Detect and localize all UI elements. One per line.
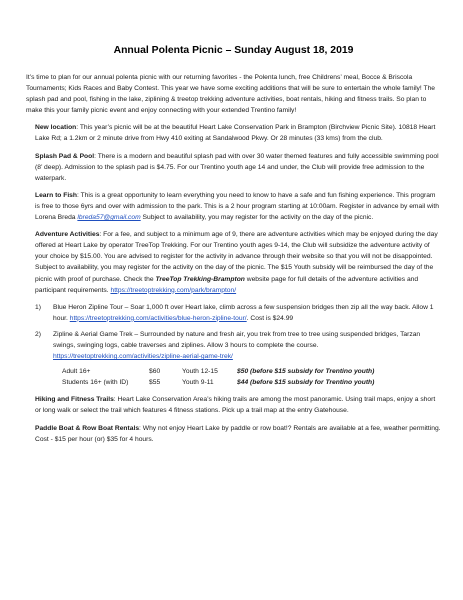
- treetop-park-link[interactable]: https://treetoptrekking.com/park/brampton/: [110, 286, 237, 294]
- intro-paragraph: It’s time to plan for our annual polenta picnic with our returning favorites - the Polenta lunch, free Childrens’ meal, Bocce & Briscola Tournaments; Kids Races and Baby Contest. This year we have some exciting additions that will be sure to entertain the whole family! The splash pad and pool, fishing in the lake, ziplining & treetop trekking adventure activities, boat rentals, hiking and fitness trails. So plan to make this your family picnic event and enjoy connecting with your extended Trentino family!: [26, 74, 436, 115]
- location-heading: New location: [35, 124, 77, 132]
- item-number: 2): [35, 330, 41, 338]
- youth-label: Youth 12-15: [182, 368, 218, 376]
- item-text: Blue Heron Zipline Tour – Soar 1,000 ft over Heart lake, climb across a few suspension bridges then zip all the way back. Allow 1 hour.: [53, 303, 434, 322]
- fishing-heading: Learn to Fish: [35, 191, 77, 199]
- price-label: Students 16+ (with ID): [62, 378, 129, 386]
- price-table: [62, 367, 374, 388]
- hiking-text: : Heart Lake Conservation Area’s hiking trails are among the most panoramic. Using trail maps, enjoy a short or long walk or select the trail which features 4 fitness stations. Pick up a trail map at the entry Gatehouse.: [35, 396, 436, 415]
- splash-section: [35, 151, 441, 184]
- item-text: Zipline & Aerial Game Trek – Surrounded by nature and fresh air, you trek from tree to tree using suspended bridges, Tarzan swings, swinging logs, cable traverses and ziplines. Allow 3 hours to complete the course.: [53, 330, 421, 349]
- adventure-text-tail: website page for full details of the adventure activities and participant requirements.: [35, 275, 419, 294]
- price-value: $55: [149, 378, 161, 386]
- activity-list: [35, 302, 441, 362]
- boat-text: : Why not enjoy Heart Lake by paddle or row boat!? Rentals are available at a fee, weather permitting. Cost - $15 per hour (or) $35 for 4 hours.: [35, 424, 441, 443]
- youth-label: Youth 9-11: [182, 378, 214, 386]
- item-number: 1): [35, 303, 41, 311]
- fishing-section: [35, 190, 441, 223]
- email-link[interactable]: lbreda57@gmail.com: [77, 214, 141, 222]
- boat-section: [35, 423, 441, 445]
- table-row: [62, 378, 374, 389]
- fishing-text-tail: Subject to availability, you may register for the activity on the day of the picnic.: [140, 214, 374, 222]
- treetop-site-name: TreeTop Trekking-Brampton: [155, 275, 245, 283]
- list-item: [35, 329, 441, 362]
- item-tail: . Cost is $24.99: [246, 314, 294, 322]
- adventure-section: [35, 229, 441, 296]
- zipline-tour-link[interactable]: https://treetoptrekking.com/activities/blue-heron-zipline-tour/: [69, 314, 247, 322]
- price-label: Adult 16+: [62, 368, 91, 376]
- list-item: [35, 302, 441, 324]
- price-value: $60: [149, 368, 161, 376]
- adventure-heading: Adventure Activities: [35, 231, 100, 239]
- table-row: [62, 367, 374, 378]
- youth-price: $50 (before $15 subsidy for Trentino youth): [237, 368, 375, 376]
- adventure-text: : For a fee, and subject to a minimum age of 9, there are adventure activities which may be enjoyed during the day offered at Heart Lake by operator TreeTop Trekking. For our Trentino youth ages 9-14, the Club will subsidize the adventure activity of your choice by $15.00. You are advised to register for the activity in advance through their website so that you will not be disappointed. Subject to availability, you may register for the activity on the day of the picnic. The $15 Youth subsidy will be reimbursed the day of the picnic with proof of purchase. Check the: [35, 231, 438, 283]
- hiking-heading: Hiking and Fitness Trails: [35, 396, 114, 404]
- aerial-game-trek-link[interactable]: https://treetoptrekking.com/activities/zipline-aerial-game-trek/: [53, 353, 233, 361]
- fishing-text: : This is a great opportunity to learn everything you need to know to have a safe and fun fishing experience. This program is free to those 6yrs and over with admission to the park. This is a 2 hour program starting at 10:00am. Register in advance by email with Lorena Breda: [35, 191, 439, 222]
- splash-text: : There is a modern and beautiful splash pad with over 30 water themed features and fully accessible swimming pool (8’ deep). Admission to the splash pad is $4.75. For our Trentino youth age 14 and under, the Club will provide free admission to the waterpark.: [35, 152, 439, 182]
- splash-heading: Splash Pad & Pool: [35, 152, 95, 160]
- location-text: : This year’s picnic will be at the beautiful Heart Lake Conservation Park in Brampton (Birchview Picnic Site). 10818 Heart Lake Rd; a 1.2km or 2 minute drive from Hwy 410 exiting at Sandalwood Pkwy. Or 28 minutes (33 kms) from the club.: [35, 124, 436, 143]
- boat-heading: Paddle Boat & Row Boat Rentals: [35, 424, 140, 432]
- page-title: Annual Polenta Picnic – Sunday August 18, 2019: [113, 45, 354, 56]
- youth-price: $44 (before $15 subsidy for Trentino youth): [237, 378, 375, 386]
- location-section: [35, 122, 441, 144]
- hiking-section: [35, 394, 441, 416]
